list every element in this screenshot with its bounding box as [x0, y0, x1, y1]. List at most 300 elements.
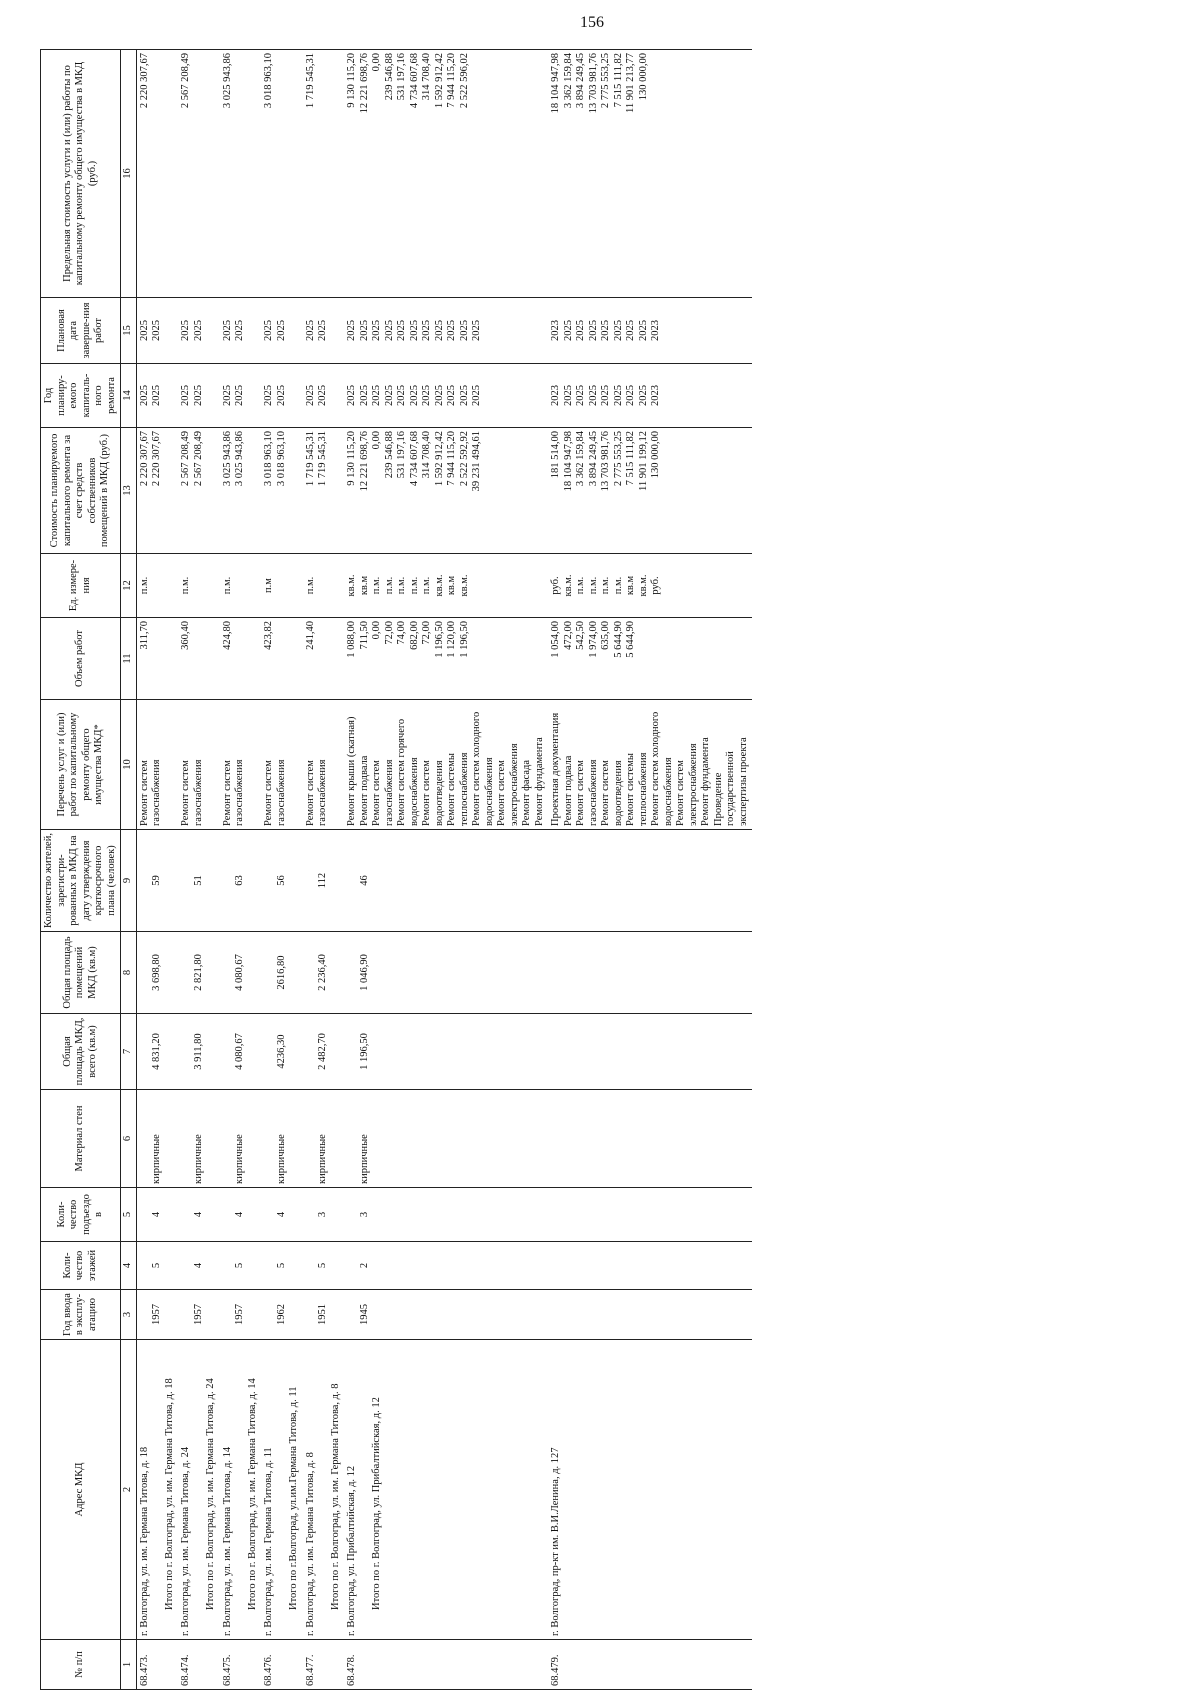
column-number: 7	[121, 1014, 137, 1090]
cell-line: кв.м.	[637, 574, 649, 597]
cell-entr	[303, 1188, 345, 1242]
cost-cell	[261, 428, 303, 554]
cell-people	[344, 830, 548, 932]
cell-line: Ремонт систем газоснабжения	[221, 759, 245, 826]
cell-line: 68.473.	[138, 1654, 150, 1686]
cell-line: п.м.	[221, 576, 233, 595]
spacer	[305, 1093, 318, 1184]
repair-year-cell	[344, 364, 548, 428]
cell-line: кв.м.	[346, 574, 357, 597]
cell-floors	[548, 1242, 752, 1290]
cell-line: Ремонт подвала	[562, 755, 574, 826]
cell-line: 4236,30	[275, 1034, 287, 1069]
cell-line: 2025	[612, 320, 624, 341]
cell-line: 531 197,16	[396, 431, 407, 479]
due-date-cell	[303, 298, 345, 364]
cell-aream	[261, 932, 303, 1014]
cell-line: 13 703 981,76	[600, 431, 611, 492]
cell-line: 5 644,90	[625, 621, 636, 658]
cell-line: 2025	[346, 385, 357, 406]
cell-year	[344, 1290, 548, 1340]
cell-line: 2025	[317, 385, 328, 406]
cell-line: 3 025 943,86	[221, 53, 233, 109]
cell-people	[136, 830, 178, 932]
cell-line: Ремонт систем водоотведения	[421, 760, 445, 826]
cell-walls	[178, 1090, 220, 1188]
cell-line: 2025	[192, 320, 204, 341]
cell-line: 472,00	[562, 621, 574, 650]
table-row	[344, 50, 548, 1690]
cell-line: 1 719 545,31	[304, 53, 316, 109]
cell-year	[220, 1290, 262, 1340]
cell-line: 2025	[275, 320, 287, 341]
cell-line: 2 567 208,49	[192, 431, 204, 487]
cell-line: 239 546,88	[383, 431, 395, 479]
cell-line: 2025	[151, 320, 162, 341]
cell-line: 2 567 208,49	[180, 53, 191, 109]
cell-line: 181 514,00	[550, 431, 561, 479]
spacer	[263, 833, 276, 928]
spacer	[222, 935, 235, 1010]
cell-line: 3 698,80	[151, 954, 162, 991]
cell-line: 1 719 545,31	[317, 431, 328, 487]
spacer	[193, 1343, 206, 1636]
row-number	[548, 1640, 752, 1690]
cell-line: 2 775 553,25	[612, 431, 624, 487]
cell-line: Ремонт систем электроснабжения	[496, 743, 520, 826]
cell-line: 2025	[433, 385, 445, 406]
cell-people	[220, 830, 262, 932]
spacer	[263, 1245, 276, 1286]
cell-line: 4	[192, 1262, 204, 1269]
cell-line: 2025	[358, 320, 370, 341]
cell-line: кирпичные	[192, 1134, 204, 1184]
cell-year	[548, 1290, 752, 1340]
cell-line: г. Волгоград, ул. Прибалтийская, д. 12	[346, 1465, 357, 1636]
spacer	[222, 1245, 235, 1286]
cell-walls	[303, 1090, 345, 1188]
spacer	[180, 1191, 193, 1238]
cell-line: 51	[192, 875, 204, 886]
column-number: 13	[121, 428, 137, 554]
cell-line: 4 734 607,68	[408, 431, 420, 487]
cell-line: Ремонт систем горячего водоснабжения	[396, 718, 420, 826]
cell-line: кв.м.	[458, 574, 470, 597]
cell-line: 5	[275, 1262, 287, 1269]
cell-line: 4 831,20	[151, 1033, 162, 1070]
cell-line: г. Волгоград, ул. им. Германа Титова, д. 14	[221, 1446, 233, 1636]
volume-cell	[261, 618, 303, 700]
cell-line: 2025	[304, 320, 316, 341]
cell-line: кирпичные	[151, 1134, 162, 1184]
spacer	[346, 1093, 359, 1184]
spacer	[263, 1191, 276, 1238]
volume-cell	[220, 618, 262, 700]
column-header: Материал стен	[41, 1090, 121, 1188]
cell-line: 311,70	[138, 621, 150, 650]
cell-aream	[303, 932, 345, 1014]
cell-floors	[220, 1242, 262, 1290]
cell-line: 314 708,40	[421, 53, 432, 101]
cell-line: 5	[234, 1262, 245, 1269]
cell-line: 4 734 607,68	[408, 53, 420, 109]
spacer	[305, 1191, 318, 1238]
cell-entr	[178, 1188, 220, 1242]
cell-line: 2025	[587, 320, 599, 341]
spacer	[563, 1343, 576, 1636]
cell-line: 68.476.	[263, 1654, 274, 1686]
limit-cost-cell	[303, 50, 345, 298]
cell-walls	[344, 1090, 548, 1188]
cell-line: 2 775 553,25	[600, 53, 611, 109]
spacer	[222, 1293, 235, 1336]
cell-line: 2025	[138, 385, 150, 406]
cell-line: кв.м.	[433, 574, 445, 597]
cell-line: Ремонт систем электроснабжения	[675, 743, 699, 826]
cell-line: 11 901 199,12	[637, 431, 649, 491]
cell-line: Ремонт систем газоснабжения	[180, 759, 204, 826]
spacer	[180, 1245, 193, 1286]
cell-line: руб.	[550, 576, 561, 595]
cell-line: 2025	[263, 320, 274, 341]
column-number: 9	[121, 830, 137, 932]
cell-line: 1 054,00	[550, 621, 561, 658]
spacer	[305, 935, 318, 1010]
cell-line: 3	[358, 1211, 370, 1218]
cell-area	[261, 1014, 303, 1090]
spacer	[550, 1191, 563, 1238]
column-header: Предельная стоимость услуги и (или) работы по капитальному ремонту общего имущества в МКД (руб.)	[41, 50, 121, 298]
cell-line: 2025	[151, 385, 162, 406]
address-cell	[344, 1340, 548, 1640]
row-number	[261, 1640, 303, 1690]
cell-area	[136, 1014, 178, 1090]
spacer	[346, 833, 359, 928]
cell-year	[136, 1290, 178, 1340]
cell-line: Ремонт фундамента	[533, 737, 545, 826]
cell-line: 1951	[317, 1304, 328, 1325]
spacer	[139, 1245, 152, 1286]
cell-line: 635,00	[600, 621, 611, 650]
page-number: 156	[580, 14, 604, 31]
spacer	[305, 1293, 318, 1336]
cell-line: 2025	[180, 320, 191, 341]
cell-line: Ремонт систем газоснабжения	[263, 759, 287, 826]
cell-line: кирпичные	[317, 1134, 328, 1184]
spacer	[263, 1017, 276, 1086]
column-header: Плановая дата заверше-ния работ	[41, 298, 121, 364]
spacer	[222, 1093, 235, 1184]
cell-aream	[548, 932, 752, 1014]
volume-cell	[136, 618, 178, 700]
cell-line: 2025	[575, 385, 586, 406]
cell-line: кв.м	[358, 575, 370, 596]
spacer	[346, 935, 359, 1010]
cell-line: 2 821,80	[192, 954, 204, 991]
cell-line: 1957	[151, 1304, 162, 1325]
cell-line: 2025	[446, 385, 457, 406]
cell-line: 2025	[562, 385, 574, 406]
spacer	[550, 1017, 563, 1086]
cell-line: руб.	[650, 576, 661, 595]
cell-walls	[548, 1090, 752, 1188]
unit-cell	[220, 554, 262, 618]
cell-year	[261, 1290, 303, 1340]
row-number	[136, 1640, 178, 1690]
cell-line: 3 894 249,45	[587, 431, 599, 487]
cell-walls	[136, 1090, 178, 1188]
cell-aream	[136, 932, 178, 1014]
cost-cell	[303, 428, 345, 554]
cell-walls	[261, 1090, 303, 1188]
spacer	[180, 833, 193, 928]
cell-line: 12 221 698,76	[358, 53, 370, 114]
cell-area	[548, 1014, 752, 1090]
unit-cell	[136, 554, 178, 618]
column-number: 4	[121, 1242, 137, 1290]
cell-line: п.м.	[138, 576, 150, 595]
cell-floors	[344, 1242, 548, 1290]
cell-line: 2025	[562, 320, 574, 341]
cell-line: п.м	[263, 578, 274, 593]
unit-cell	[261, 554, 303, 618]
limit-cost-cell	[136, 50, 178, 298]
volume-cell	[344, 618, 548, 700]
cell-line: 68.478.	[346, 1654, 357, 1686]
cell-line: 2025	[625, 320, 636, 341]
cell-aream	[344, 932, 548, 1014]
cell-line: 2025	[192, 385, 204, 406]
cell-line: 7 944 115,20	[446, 53, 457, 108]
cell-line: 314 708,40	[421, 431, 432, 479]
cell-aream	[220, 932, 262, 1014]
cell-line: 1 196,50	[433, 621, 445, 658]
spacer	[222, 833, 235, 928]
cell-line: Ремонт систем газоснабжения	[304, 759, 328, 826]
spacer	[346, 1245, 359, 1286]
row-number	[220, 1640, 262, 1690]
spacer	[550, 1093, 563, 1184]
cell-line: 2025	[221, 385, 233, 406]
spacer	[139, 935, 152, 1010]
cell-entr	[136, 1188, 178, 1242]
cell-line: г. Волгоград, ул. им. Германа Титова, д. 18	[138, 1446, 150, 1636]
cell-line: 2025	[275, 385, 287, 406]
cell-line: п.м.	[383, 576, 395, 595]
cell-line: 2025	[458, 320, 470, 341]
works-cell	[178, 700, 220, 830]
cell-line: Итого по г. Волгоград, ул. им. Германа Титова, д. 14	[246, 1378, 258, 1610]
cell-line: 2 522 592,92	[458, 431, 470, 487]
due-date-cell	[220, 298, 262, 364]
cell-line: 1945	[358, 1304, 370, 1325]
cell-line: 5	[151, 1262, 162, 1269]
cell-line: п.м.	[304, 576, 316, 595]
cell-line: 2025	[396, 385, 407, 406]
cell-line: 542,50	[575, 621, 586, 650]
cell-line: 2025	[421, 320, 432, 341]
spacer	[550, 1293, 563, 1336]
cell-line: 9 130 115,20	[346, 431, 357, 486]
cell-line: 13 703 981,76	[587, 53, 599, 114]
cell-line: 2025	[600, 385, 611, 406]
cell-line: 531 197,16	[396, 53, 407, 101]
cell-line: г. Волгоград, пр-кт им. В.И.Ленина, д. 127	[550, 1447, 561, 1636]
cell-line: 2025	[383, 320, 395, 341]
cell-line: Ремонт систем водоотведения	[600, 760, 624, 826]
cell-line: 2025	[138, 320, 150, 341]
cell-line: 3 362 159,84	[575, 431, 586, 487]
cell-line: 2 482,70	[317, 1033, 328, 1070]
cell-line: 4	[234, 1211, 245, 1218]
cell-line: 2025	[612, 385, 624, 406]
spacer	[359, 1343, 372, 1636]
repair-year-cell	[178, 364, 220, 428]
column-number: 11	[121, 618, 137, 700]
cell-aream	[178, 932, 220, 1014]
cell-line: 3 894 249,45	[575, 53, 586, 109]
column-header: Общая площадь помещений МКД (кв.м)	[41, 932, 121, 1014]
cell-line: 72,00	[421, 621, 432, 645]
row-number	[303, 1640, 345, 1690]
cell-line: 1 046,90	[358, 954, 370, 991]
table-row	[136, 50, 178, 1690]
cell-line: 2025	[234, 385, 245, 406]
cell-line: 1 196,50	[358, 1033, 370, 1070]
cell-line: 1 592 912,42	[433, 431, 445, 487]
cell-floors	[303, 1242, 345, 1290]
row-number	[178, 1640, 220, 1690]
column-header: Коли-чество этажей	[41, 1242, 121, 1290]
spacer	[305, 1017, 318, 1086]
address-cell	[136, 1340, 178, 1640]
cell-line: 1 592 912,42	[433, 53, 445, 109]
cell-line: 2025	[371, 320, 382, 341]
table-row	[548, 50, 752, 1690]
cell-line: 18 104 947,98	[550, 53, 561, 114]
limit-cost-cell	[220, 50, 262, 298]
volume-cell	[303, 618, 345, 700]
works-cell	[136, 700, 178, 830]
cell-line: 2025	[625, 385, 636, 406]
cell-floors	[136, 1242, 178, 1290]
cell-line: п.м.	[371, 576, 382, 595]
cell-area	[303, 1014, 345, 1090]
column-number: 3	[121, 1290, 137, 1340]
spacer	[180, 1093, 193, 1184]
spacer	[263, 1093, 276, 1184]
cell-line: Ремонт системы теплоснабжения	[625, 752, 649, 826]
cell-line: 2025	[383, 385, 395, 406]
column-header: Объем работ	[41, 618, 121, 700]
due-date-cell	[261, 298, 303, 364]
spacer	[139, 1293, 152, 1336]
works-cell	[303, 700, 345, 830]
cell-line: 130 000,00	[650, 431, 661, 479]
cell-line: 1 196,50	[458, 621, 470, 658]
cell-line: Итого по г. Волгоград, ул. им. Германа Титова, д. 8	[329, 1383, 341, 1610]
cell-line: 2	[358, 1262, 370, 1269]
cell-line: 2025	[408, 385, 420, 406]
cell-line: 423,82	[263, 621, 274, 650]
column-number: 8	[121, 932, 137, 1014]
cell-line: 2025	[346, 320, 357, 341]
cell-line: 3 018 963,10	[263, 53, 274, 109]
cell-line: 0,00	[371, 621, 382, 640]
unit-cell	[344, 554, 548, 618]
cell-line: 7 515 111,82	[625, 431, 636, 486]
cell-area	[344, 1014, 548, 1090]
cell-line: Ремонт фундамента	[700, 737, 711, 826]
cell-line: 1 719 545,31	[304, 431, 316, 487]
cell-line: 72,00	[383, 621, 395, 645]
cell-line: 3 025 943,86	[234, 431, 245, 487]
cell-line: 2025	[637, 320, 649, 341]
cell-line: Ремонт систем холодного водоснабжения	[471, 711, 495, 826]
rotated-sheet	[40, 50, 1160, 1690]
table-row	[261, 50, 303, 1690]
cell-line: п.м.	[396, 576, 407, 595]
column-number: 10	[121, 700, 137, 830]
cell-line: 2023	[550, 320, 561, 341]
cell-line: п.м.	[612, 576, 624, 595]
cell-floors	[261, 1242, 303, 1290]
column-number: 12	[121, 554, 137, 618]
cell-line: 4 080,67	[234, 954, 245, 991]
works-cell	[344, 700, 548, 830]
spacer	[180, 935, 193, 1010]
spacer	[222, 1017, 235, 1086]
cell-line: г. Волгоград, ул. им. Германа Титова, д. 8	[304, 1452, 316, 1636]
spacer	[139, 833, 152, 928]
cell-line: 2025	[446, 320, 457, 341]
spacer	[550, 935, 563, 1010]
cell-line: 2025	[408, 320, 420, 341]
cell-line: 4 080,67	[234, 1033, 245, 1070]
cell-line: 74,00	[396, 621, 407, 645]
address-cell	[261, 1340, 303, 1640]
cost-cell	[178, 428, 220, 554]
cell-line: 2025	[396, 320, 407, 341]
cell-line: кирпичные	[234, 1134, 245, 1184]
column-header: Год планиру-емого капиталь-ного ремонта	[41, 364, 121, 428]
spacer	[276, 1343, 289, 1636]
spacer	[139, 1017, 152, 1086]
limit-cost-cell	[548, 50, 752, 298]
spacer	[234, 1343, 247, 1636]
spacer	[180, 1017, 193, 1086]
address-cell	[220, 1340, 262, 1640]
cell-line: 2 220 307,67	[138, 53, 150, 109]
cell-line: г. Волгоград, ул. им. Германа Титова, д. 11	[263, 1447, 274, 1636]
cell-line: 2025	[317, 320, 328, 341]
column-header: Коли-чество подъездо в	[41, 1188, 121, 1242]
cell-year	[303, 1290, 345, 1340]
column-number: 2	[121, 1340, 137, 1640]
cell-line: Ремонт систем газоснабжения	[138, 759, 162, 826]
limit-cost-cell	[344, 50, 548, 298]
cell-line: Итого по г. Волгоград, ул. им. Германа Титова, д. 18	[163, 1378, 175, 1610]
cell-line: Ремонт подвала	[358, 755, 370, 826]
spacer	[263, 935, 276, 1010]
cell-line: 1 120,00	[446, 621, 457, 658]
cell-line: кирпичные	[275, 1134, 287, 1184]
cell-line: 112	[317, 872, 328, 889]
spacer	[222, 1191, 235, 1238]
address-cell	[303, 1340, 345, 1640]
cell-line: 1957	[192, 1304, 204, 1325]
table-row	[178, 50, 220, 1690]
